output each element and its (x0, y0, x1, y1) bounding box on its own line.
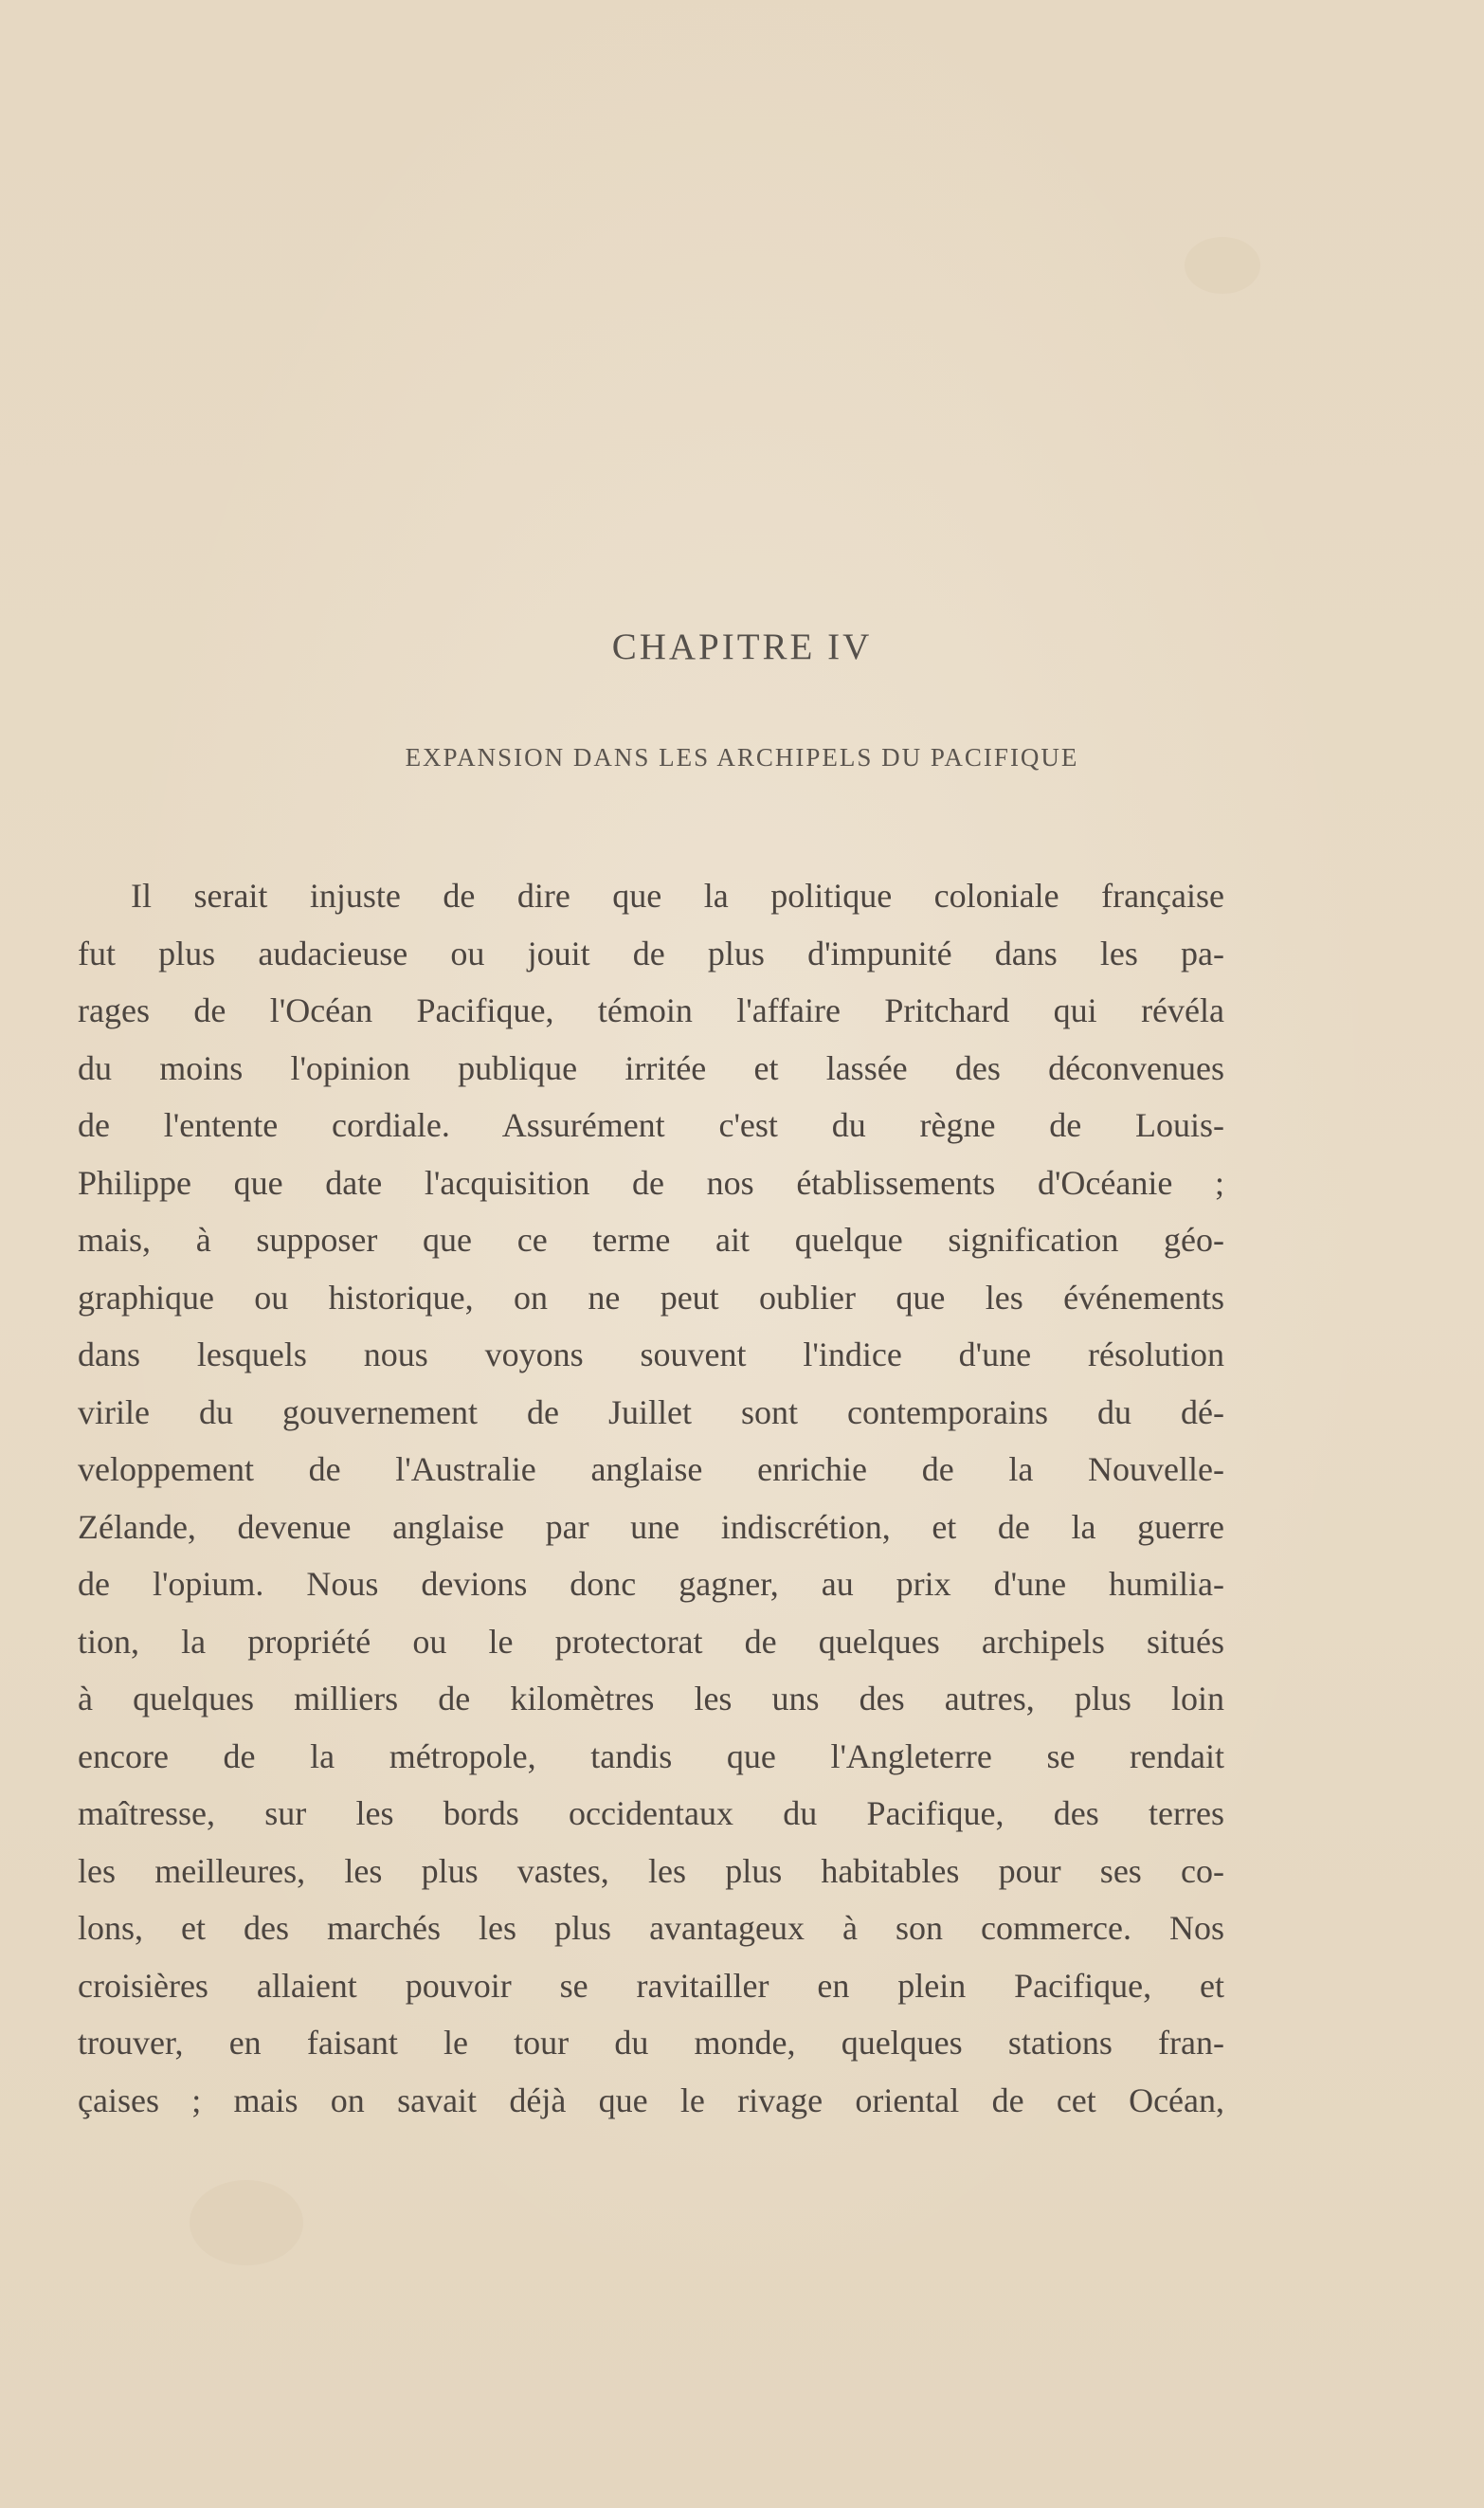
text-line: tion, la propriété ou le protectorat de quelques archipels situés (78, 1622, 1224, 1661)
text-line: çaises ; mais on savait déjà que le rivage oriental de cet Océan, (78, 2081, 1224, 2119)
text-line: croisières allaient pouvoir se ravitailler en plein Pacifique, et (78, 1966, 1224, 2005)
text-line: Zélande, devenue anglaise par une indiscrétion, et de la guerre (78, 1507, 1224, 1546)
text-line: de l'entente cordiale. Assurément c'est du règne de Louis- (78, 1106, 1224, 1144)
text-line: dans lesquels nous voyons souvent l'indice d'une résolution (78, 1336, 1224, 1373)
text-line: lons, et des marchés les plus avantageux à son commerce. Nos (78, 1909, 1224, 1947)
text-line: graphique ou historique, on ne peut oublier que les événements (78, 1278, 1224, 1317)
text-line: de l'opium. Nous devions donc gagner, au prix d'une humilia- (78, 1565, 1224, 1603)
text-line: virile du gouvernement de Juillet sont contemporains du dé- (78, 1392, 1224, 1431)
text-line: rages de l'Océan Pacifique, témoin l'affaire Pritchard qui révéla (78, 991, 1224, 1029)
chapter-body-text (78, 867, 1224, 2129)
chapter-subtitle: EXPANSION DANS LES ARCHIPELS DU PACIFIQUE (405, 743, 1079, 772)
text-line: veloppement de l'Australie anglaise enrichie de la Nouvelle- (78, 1450, 1224, 1488)
text-line: Philippe que date l'acquisition de nos établissements d'Océanie ; (78, 1163, 1224, 1202)
text-line: trouver, en faisant le tour du monde, quelques stations fran- (78, 2024, 1224, 2062)
text-line: du moins l'opinion publique irritée et lassée des déconvenues (78, 1048, 1224, 1087)
text-line: les meilleures, les plus vastes, les plus habitables pour ses co- (78, 1851, 1224, 1890)
chapter-title: CHAPITRE IV (611, 627, 873, 667)
text-line: Il serait injuste de dire que la politique coloniale française (131, 877, 1224, 915)
text-line: fut plus audacieuse ou jouit de plus d'impunité dans les pa- (78, 934, 1224, 972)
paper-stain (190, 2180, 303, 2265)
text-line: à quelques milliers de kilomètres les uns des autres, plus loin (78, 1680, 1224, 1717)
paper-stain (1185, 237, 1260, 294)
text-line: mais, à supposer que ce terme ait quelque signification géo- (78, 1221, 1224, 1259)
text-line: encore de la métropole, tandis que l'Angleterre se rendait (78, 1736, 1224, 1775)
text-line: maîtresse, sur les bords occidentaux du Pacifique, des terres (78, 1794, 1224, 1832)
